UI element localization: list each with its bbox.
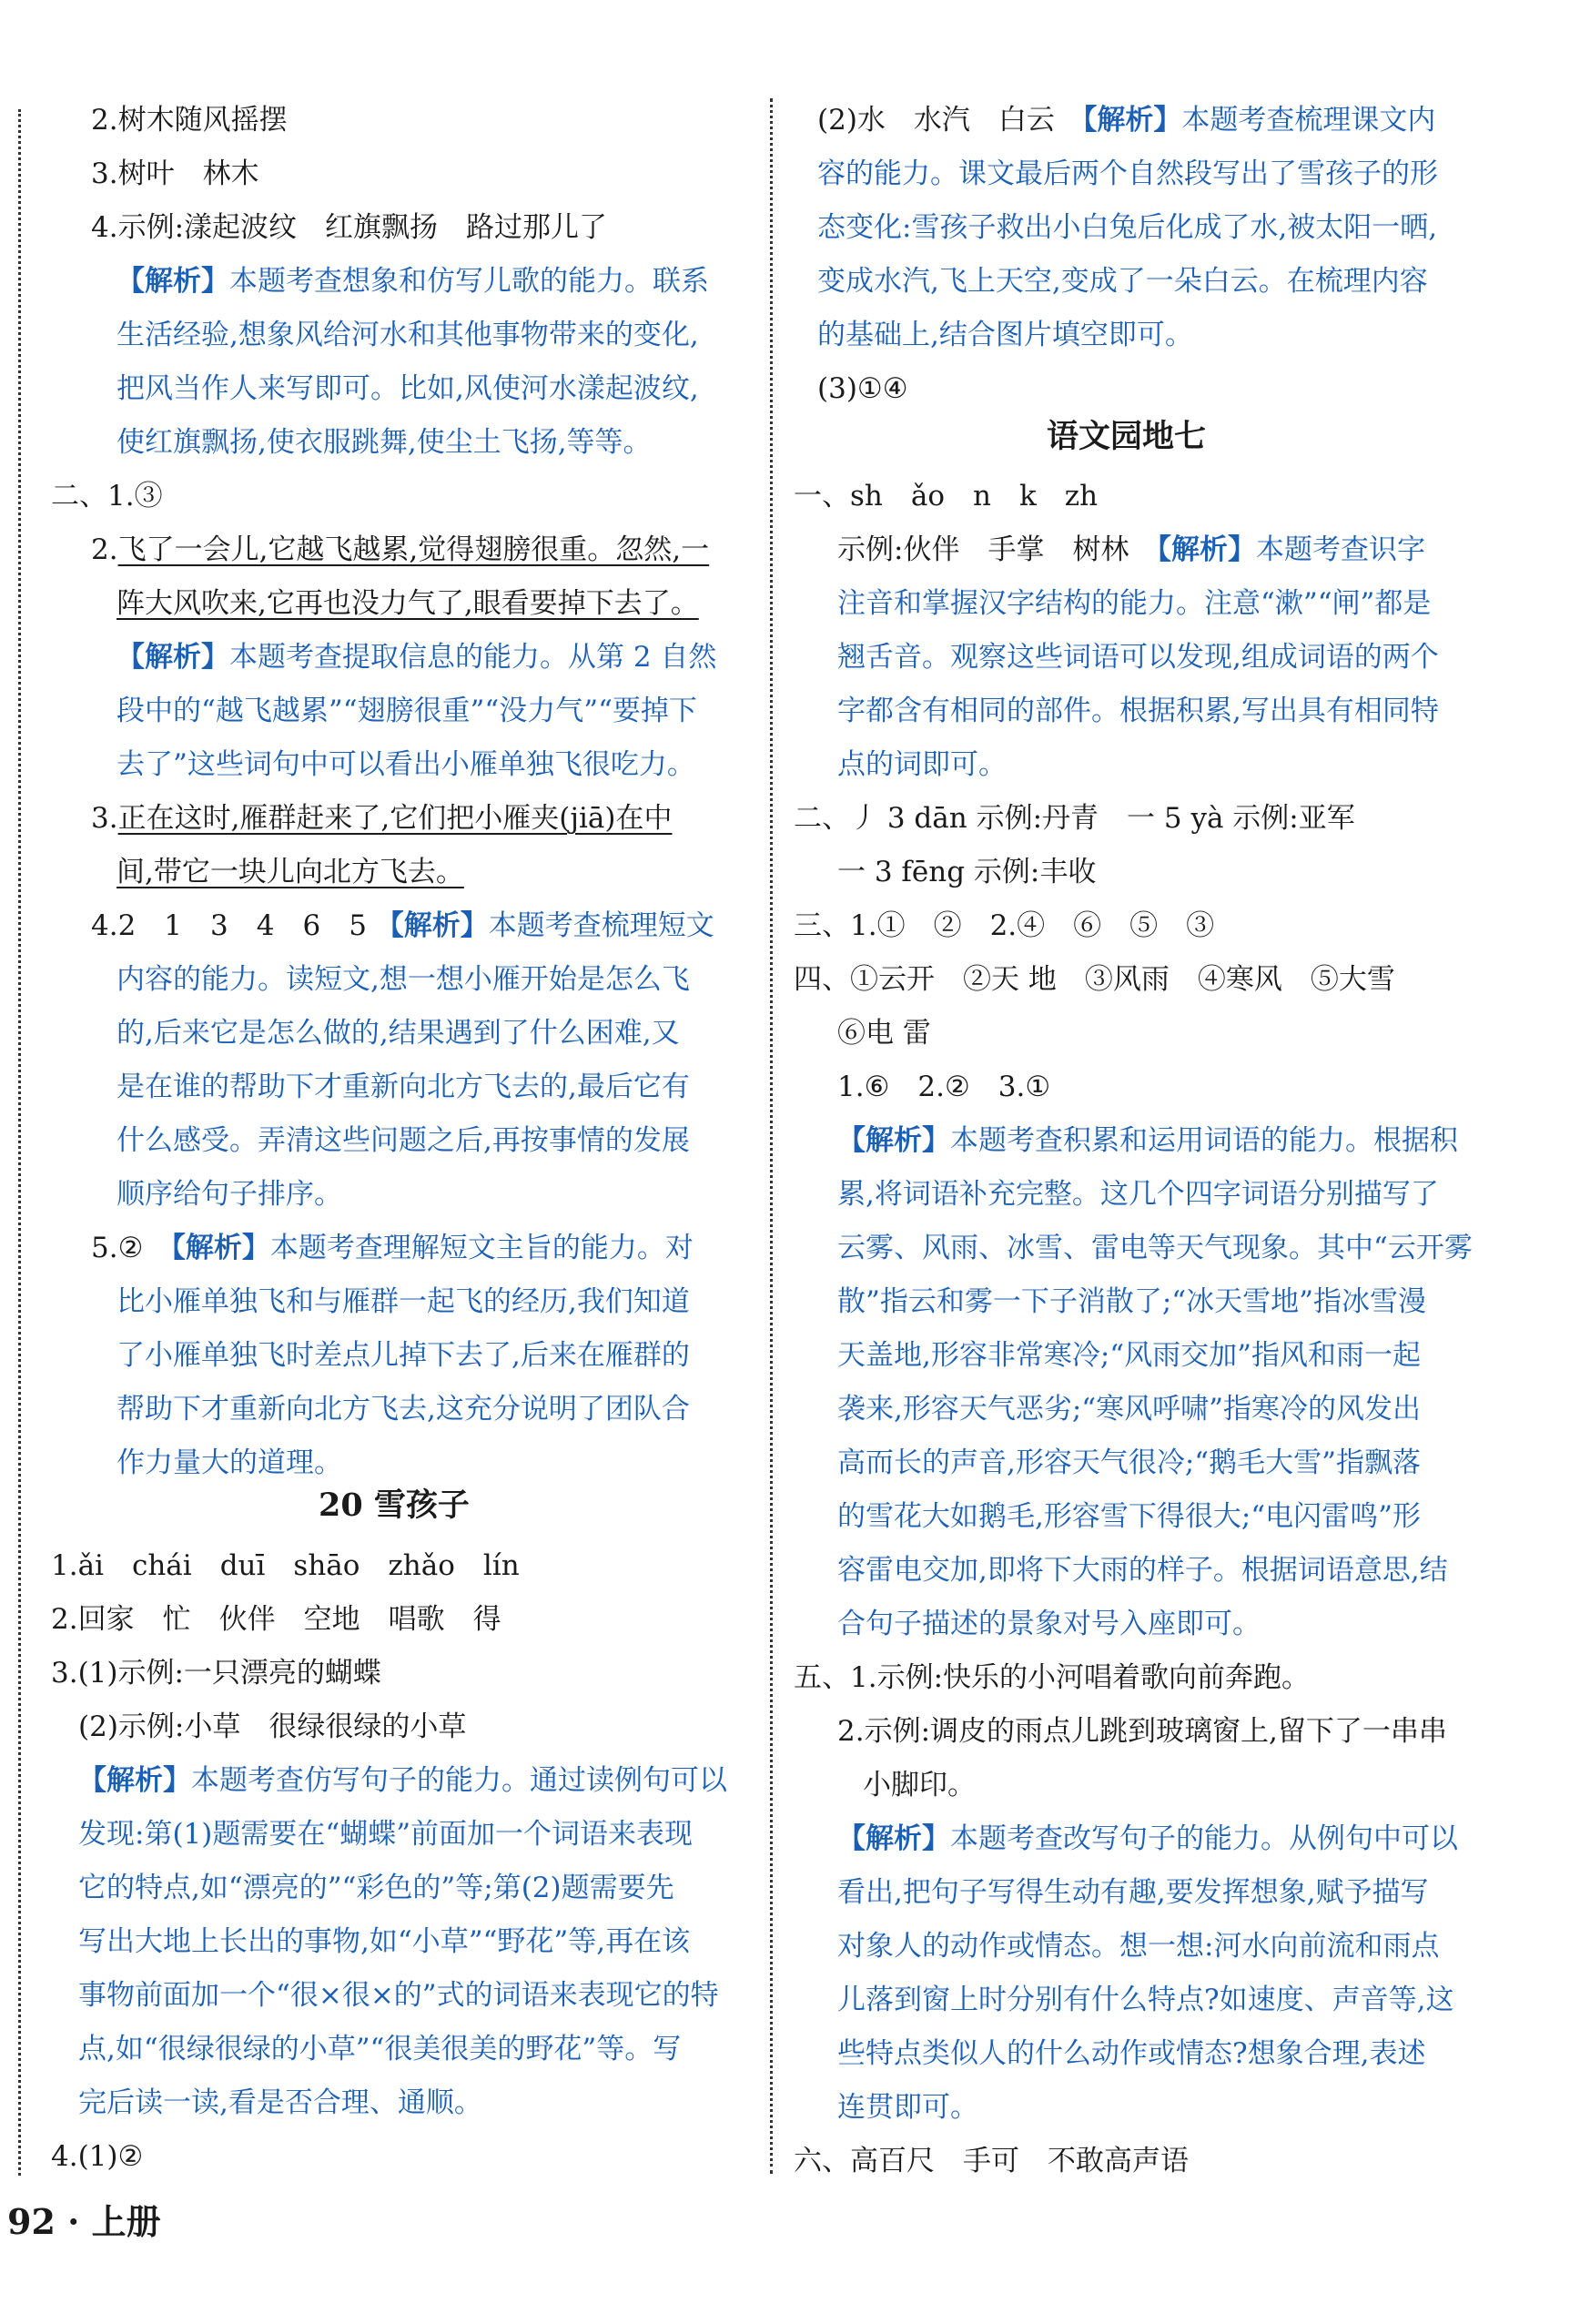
explanation-line: 把风当作人来写即可。比如,风使河水漾起波纹, <box>116 372 699 405</box>
item-number: 3. <box>91 802 118 835</box>
answer-line <box>91 1230 694 1266</box>
explanation-text: 本题考查积累和运用词语的能力。根据积 <box>950 1124 1458 1157</box>
explanation-line: 连贯即可。 <box>837 2091 978 2124</box>
answer-line <box>91 908 714 944</box>
item-number: 2. <box>91 533 118 566</box>
section-heading: 二、丿 3 dān 示例:丹青 一 5 yà 示例:亚军 <box>794 802 1355 835</box>
explanation-line: 散”指云和雾一下子消散了;“冰天雪地”指冰雪漫 <box>837 1285 1426 1318</box>
answer-text: 4.2 1 3 4 6 5 <box>91 909 367 942</box>
explanation-line: 变成水汽,飞上天空,变成了一朵白云。在梳理内容 <box>817 265 1428 298</box>
explanation-line: 态变化:雪孩子救出小白兔后化成了水,被太阳一晒, <box>817 211 1438 244</box>
explanation-line: 儿落到窗上时分别有什么特点?如速度、声音等,这 <box>837 1984 1454 2016</box>
explanation-line: 的,后来它是怎么做的,结果遇到了什么困难,又 <box>116 1017 680 1050</box>
explanation-line: 了小雁单独飞时差点儿掉下去了,后来在雁群的 <box>116 1339 690 1372</box>
explanation-line: 使红旗飘扬,使衣服跳舞,使尘土飞扬,等等。 <box>116 426 652 459</box>
section-heading: 四、①云开 ②天 地 ③风雨 ④寒风 ⑤大雪 <box>794 963 1395 996</box>
answer-line <box>91 532 709 568</box>
left-margin-divider <box>18 109 21 2176</box>
page-footer: 92 · 上册 <box>7 2201 161 2242</box>
underlined-answer: 间,带它一块儿向北方飞去。 <box>116 856 464 888</box>
explanation-line: 它的特点,如“漂亮的”“彩色的”等;第(2)题需要先 <box>78 1872 674 1904</box>
explanation-line: 看出,把句子写得生动有趣,要发挥想象,赋予描写 <box>837 1876 1429 1909</box>
explanation-line: 容雷电交加,即将下大雨的样子。根据词语意思,结 <box>837 1554 1448 1587</box>
analysis-tag: 【解析】 <box>375 909 489 942</box>
explanation-line: 高而长的声音,形容天气很冷;“鹅毛大雪”指飘落 <box>837 1446 1421 1479</box>
explanation-line: 顺序给句子排序。 <box>116 1178 342 1211</box>
answer-line: 一 3 fēng 示例:丰收 <box>837 856 1097 888</box>
answer-line: 3.树叶 林木 <box>91 157 259 190</box>
explanation-line: 事物前面加一个“很×很×的”式的词语来表现它的特 <box>78 1979 719 2012</box>
analysis-tag: 【解析】 <box>171 1232 270 1264</box>
answer-line: 4.(1)② <box>51 2140 144 2173</box>
explanation-line: 发现:第(1)题需要在“蝴蝶”前面加一个词语来表现 <box>78 1818 694 1851</box>
explanation-line: 些特点类似人的什么动作或情态?想象合理,表述 <box>837 2037 1426 2070</box>
explanation-line: 段中的“越飞越累”“翅膀很重”“没力气”“要掉下 <box>116 695 697 727</box>
explanation-line: 是在谁的帮助下才重新向北方飞去的,最后它有 <box>116 1071 690 1103</box>
analysis-tag: 【解析】 <box>78 1764 191 1797</box>
explanation-line: 完后读一读,看是否合理、通顺。 <box>78 2086 482 2119</box>
explanation-line: 去了”这些词句中可以看出小雁单独飞很吃力。 <box>116 748 695 781</box>
explanation-text: 本题考查识字 <box>1255 533 1425 566</box>
explanation-text: 本题考查梳理课文内 <box>1181 104 1436 137</box>
answer-text: 5.② <box>91 1232 144 1264</box>
explanation-text: 本题考查改写句子的能力。从例句中可以 <box>950 1822 1458 1855</box>
section-heading: 五、1.示例:快乐的小河唱着歌向前奔跑。 <box>794 1661 1311 1694</box>
column-divider <box>770 98 773 2174</box>
explanation-line: 点的词即可。 <box>837 748 1007 781</box>
explanation-line: 生活经验,想象风给河水和其他事物带来的变化, <box>116 319 699 351</box>
underlined-answer: 正在这时,雁群赶来了,它们把小雁夹(jiā)在中 <box>117 802 673 835</box>
explanation-line <box>116 263 709 299</box>
answer-line: 2.示例:调皮的雨点儿跳到玻璃窗上,留下了一串串 <box>837 1715 1447 1748</box>
answer-text: (2)水 水汽 白云 <box>817 104 1055 137</box>
section-heading: 三、1.① ② 2.④ ⑥ ⑤ ③ <box>794 909 1215 942</box>
explanation-text: 本题考查提取信息的能力。从第 2 自然 <box>229 641 717 674</box>
explanation-line: 作力量大的道理。 <box>116 1446 342 1479</box>
answer-line: (2)示例:小草 很绿很绿的小草 <box>78 1710 467 1743</box>
answer-line: ⑥电 雷 <box>837 1017 931 1050</box>
analysis-tag: 【解析】 <box>116 641 229 674</box>
section-title: 语文园地七 <box>1047 418 1207 455</box>
answer-text: 示例:伙伴 手掌 树林 <box>837 533 1129 566</box>
answer-line: 2.回家 忙 伙伴 空地 唱歌 得 <box>51 1603 501 1636</box>
answer-line: 1.⑥ 2.② 3.① <box>837 1071 1051 1103</box>
explanation-line: 翘舌音。观察这些词语可以发现,组成词语的两个 <box>837 641 1439 674</box>
answer-line <box>837 532 1425 568</box>
explanation-line <box>78 1762 727 1799</box>
section-heading: 一、sh ǎo n k zh <box>794 480 1099 512</box>
lesson-title: 20 雪孩子 <box>319 1487 470 1524</box>
explanation-line: 的基础上,结合图片填空即可。 <box>817 319 1193 351</box>
explanation-line: 内容的能力。读短文,想一想小雁开始是怎么飞 <box>116 963 690 996</box>
answer-line: 2.树木随风摇摆 <box>91 104 288 137</box>
explanation-line: 字都含有相同的部件。根据积累,写出具有相同特 <box>837 695 1439 727</box>
underlined-answer: 阵大风吹来,它再也没力气了,眼看要掉下去了。 <box>116 587 699 620</box>
explanation-line: 的雪花大如鹅毛,形容雪下得很大;“电闪雷鸣”形 <box>837 1500 1421 1533</box>
analysis-tag: 【解析】 <box>1082 104 1182 137</box>
underlined-answer: 飞了一会儿,它越飞越累,觉得翅膀很重。忽然,一 <box>117 533 710 566</box>
answer-line: 3.(1)示例:一只漂亮的蝴蝶 <box>51 1657 381 1690</box>
analysis-tag: 【解析】 <box>1157 533 1256 566</box>
analysis-tag: 【解析】 <box>837 1124 950 1157</box>
explanation-line: 比小雁单独飞和与雁群一起飞的经历,我们知道 <box>116 1285 690 1318</box>
answer-line: 小脚印。 <box>863 1769 976 1801</box>
answer-line: 1.ǎi chái duī shāo zhǎo lín <box>51 1549 520 1582</box>
answer-line: 4.示例:漾起波纹 红旗飘扬 路过那儿了 <box>91 211 608 244</box>
answer-line <box>817 102 1435 138</box>
explanation-text: 本题考查想象和仿写儿歌的能力。联系 <box>229 265 709 298</box>
section-heading: 二、1.③ <box>51 480 163 512</box>
explanation-line: 袭来,形容天气恶劣;“寒风呼啸”指寒冷的风发出 <box>837 1393 1421 1426</box>
explanation-line: 云雾、风雨、冰雪、雷电等天气现象。其中“云开雾 <box>837 1232 1473 1264</box>
explanation-line: 对象人的动作或情态。想一想:河水向前流和雨点 <box>837 1930 1440 1963</box>
explanation-line: 合句子描述的景象对号入座即可。 <box>837 1608 1261 1640</box>
explanation-line <box>837 1122 1458 1159</box>
explanation-text: 本题考查仿写句子的能力。通过读例句可以 <box>191 1764 727 1797</box>
explanation-line: 累,将词语补充完整。这几个四字词语分别描写了 <box>837 1178 1439 1211</box>
explanation-line <box>837 1821 1458 1857</box>
explanation-text: 本题考查理解短文主旨的能力。对 <box>269 1232 694 1264</box>
answer-line <box>91 800 672 837</box>
explanation-line: 写出大地上长出的事物,如“小草”“野花”等,再在该 <box>78 1925 691 1958</box>
answer-line: (3)①④ <box>817 372 908 405</box>
explanation-line: 帮助下才重新向北方飞去,这充分说明了团队合 <box>116 1393 690 1426</box>
explanation-line: 点,如“很绿很绿的小草”“很美很美的野花”等。写 <box>78 2033 682 2065</box>
explanation-line: 注音和掌握汉字结构的能力。注意“漱”“闸”都是 <box>837 587 1432 620</box>
analysis-tag: 【解析】 <box>837 1822 950 1855</box>
explanation-line: 天盖地,形容非常寒冷;“风雨交加”指风和雨一起 <box>837 1339 1421 1372</box>
analysis-tag: 【解析】 <box>116 265 229 298</box>
explanation-line: 什么感受。弄清这些问题之后,再按事情的发展 <box>116 1124 690 1157</box>
explanation-text: 本题考查梳理短文 <box>488 909 714 942</box>
section-heading: 六、高百尺 手可 不敢高声语 <box>794 2145 1189 2177</box>
explanation-line <box>116 639 716 675</box>
explanation-line: 容的能力。课文最后两个自然段写出了雪孩子的形 <box>817 157 1438 190</box>
